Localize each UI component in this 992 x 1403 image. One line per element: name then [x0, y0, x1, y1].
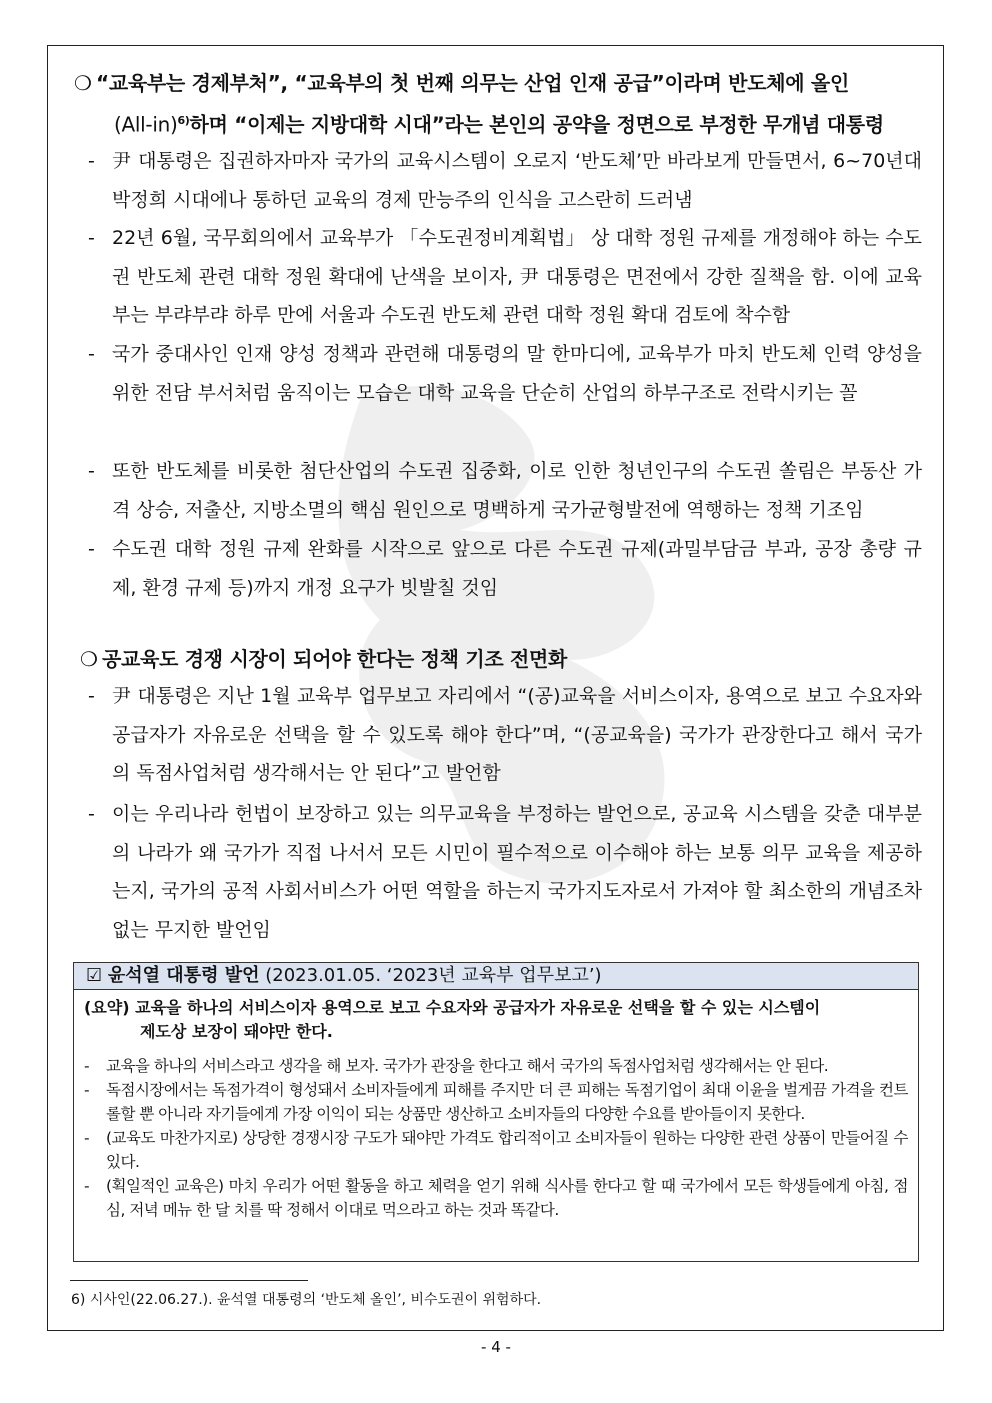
list-item: - 수도권 대학 정원 규제 완화를 시작으로 앞으로 다른 수도권 규제(과밀부담금 부과, 공장 총량 규제, 환경 규제 등)까지 개정 요구가 빗발칠 것임 — [88, 530, 922, 607]
list-item: - 이는 우리나라 헌법이 보장하고 있는 의무교육을 부정하는 발언으로, 공교육 시스템을 갖춘 대부분의 나라가 왜 국가가 직접 나서서 모든 시민이 필수적으로 이수해야 하는 보통 의무 교육을 제공하는지, 국가의 공적 사회서비스가 어떤 역할을 하는지 국가지도자로서 가져야 할 최소한의 개념조차 없는 무지한 발언임 — [88, 795, 922, 949]
quote-item-2: 독점시장에서는 독점가격이 형성돼서 소비자들에게 피해를 주지만 더 큰 피해는 독점기업이 최대 이윤을 벌게끔 가격을 컨트롤할 뿐 아니라 자기들에게 가장 이익이 되는 상품만 생산하고 소비자들의 다양한 수요를 받아들이지 못한다. — [106, 1081, 908, 1123]
quote-item-1: 교육을 하나의 서비스라고 생각을 해 보자. 국가가 관장을 한다고 해서 국가의 독점사업처럼 생각해서는 안 된다. — [106, 1057, 829, 1075]
section1-bullet-4: 또한 반도체를 비롯한 첨단산업의 수도권 집중화, 이로 인한 청년인구의 수도권 쏠림은 부동산 가격 상승, 저출산, 지방소멸의 핵심 원인으로 명백하게 국가균형발전에 역행하는 정책 기조임 — [112, 460, 922, 521]
list-item: - 尹 대통령은 지난 1월 교육부 업무보고 자리에서 “(공)교육을 서비스이자, 용역으로 보고 수요자와 공급자가 자유로운 선택을 할 수 있도록 해야 한다”며, “(공교육을) 국가가 관장한다고 해서 국가의 독점사업처럼 생각해서는 안 된다”고 발언함 — [88, 677, 922, 793]
footnote-ref: 6) — [177, 114, 190, 127]
section2-heading — [80, 640, 922, 678]
footnote-divider — [70, 1280, 308, 1281]
summary-line2: 제도상 보장이 돼야만 한다. — [140, 1022, 333, 1041]
quote-item-4: (획일적인 교육은) 마치 우리가 어떤 활동을 하고 체력을 얻기 위해 식사를 한다고 할 때 국가에서 모든 학생들에게 아침, 점심, 저녁 메뉴 한 달 치를 딱 정해서 이대로 먹으라고 하는 것과 똑같다. — [106, 1177, 908, 1219]
quote-box — [73, 962, 919, 1262]
section1-bullet-2: 22년 6월, 국무회의에서 교육부가 「수도권정비계획법」 상 대학 정원 규제를 개정해야 하는 수도권 반도체 관련 대학 정원 확대에 난색을 보이자, 尹 대통령은 면전에서 강한 질책을 함. 이에 교육부는 부랴부랴 하루 만에 서울과 수도권 반도체 관련 대학 정원 확대 검토에 착수함 — [112, 227, 922, 326]
summary-label: (요약) — [84, 998, 130, 1017]
section2-bullet-1: 尹 대통령은 지난 1월 교육부 업무보고 자리에서 “(공)교육을 서비스이자, 용역으로 보고 수요자와 공급자가 자유로운 선택을 할 수 있도록 해야 한다”며, “(공교육을) 국가가 관장한다고 해서 국가의 독점사업처럼 생각해서는 안 된다”고 발언함 — [112, 685, 922, 784]
list-item: - 또한 반도체를 비롯한 첨단산업의 수도권 집중화, 이로 인한 청년인구의 수도권 쏠림은 부동산 가격 상승, 저출산, 지방소멸의 핵심 원인으로 명백하게 국가균형발전에 역행하는 정책 기조임 — [88, 452, 922, 529]
quote-title: 윤석열 대통령 발언 — [107, 965, 260, 986]
page-number: - 4 - — [481, 1338, 511, 1356]
section2-bullet-2: 이는 우리나라 헌법이 보장하고 있는 의무교육을 부정하는 발언으로, 공교육 시스템을 갖춘 대부분의 나라가 왜 국가가 직접 나서서 모든 시민이 필수적으로 이수해야 하는 보통 의무 교육을 제공하는지, 국가의 공적 사회서비스가 어떤 역할을 하는지 국가지도자로서 가져야 할 최소한의 개념조차 없는 무지한 발언임 — [112, 803, 922, 941]
section1-heading-line1: “교육부는 경제부처”, “교육부의 첫 번째 의무는 산업 인재 공급”이라며 반도체에 올인 — [96, 71, 849, 95]
checkbox-icon: ☑ — [86, 965, 103, 986]
section1-bullet-5: 수도권 대학 정원 규제 완화를 시작으로 앞으로 다른 수도권 규제(과밀부담금 부과, 공장 총량 규제, 환경 규제 등)까지 개정 요구가 빗발칠 것임 — [112, 538, 922, 599]
list-item: - (교육도 마찬가지로) 상당한 경쟁시장 구도가 돼야만 가격도 합리적이고 소비자들이 원하는 다양한 관련 상품이 만들어질 수 있다. — [84, 1126, 908, 1174]
list-item: - 22년 6월, 국무회의에서 교육부가 「수도권정비계획법」 상 대학 정원 규제를 개정해야 하는 수도권 반도체 관련 대학 정원 확대에 난색을 보이자, 尹 대통령은 면전에서 강한 질책을 함. 이에 교육부는 부랴부랴 하루 만에 서울과 수도권 반도체 관련 대학 정원 확대 검토에 착수함 — [88, 219, 922, 335]
hollow-circle-bullet-icon: ❍ — [74, 71, 92, 95]
list-item: - 교육을 하나의 서비스라고 생각을 해 보자. 국가가 관장을 한다고 해서 국가의 독점사업처럼 생각해서는 안 된다. — [84, 1054, 908, 1078]
list-item: - 독점시장에서는 독점가격이 형성돼서 소비자들에게 피해를 주지만 더 큰 피해는 독점기업이 최대 이윤을 벌게끔 가격을 컨트롤할 뿐 아니라 자기들에게 가장 이익이 되는 상품만 생산하고 소비자들의 다양한 수요를 받아들이지 못한다. — [84, 1078, 908, 1126]
summary-line1: 교육을 하나의 서비스이자 용역으로 보고 수요자와 공급자가 자유로운 선택을 할 수 있는 시스템이 — [129, 998, 821, 1017]
list-item: - 국가 중대사인 인재 양성 정책과 관련해 대통령의 말 한마디에, 교육부가 마치 반도체 인력 양성을 위한 전담 부서처럼 움직이는 모습은 대학 교육을 단순히 산업의 하부구조로 전락시키는 꼴 — [88, 335, 922, 412]
quote-title-date: (2023.01.05. ‘2023년 교육부 업무보고’) — [259, 965, 602, 986]
section1-bullet-3: 국가 중대사인 인재 양성 정책과 관련해 대통령의 말 한마디에, 교육부가 마치 반도체 인력 양성을 위한 전담 부서처럼 움직이는 모습은 대학 교육을 단순히 산업의 하부구조로 전락시키는 꼴 — [112, 343, 922, 404]
section2-heading-text: 공교육도 경쟁 시장이 되어야 한다는 정책 기조 전면화 — [102, 647, 568, 671]
quote-box-header — [74, 963, 918, 990]
section1-bullet-1: 尹 대통령은 집권하자마자 국가의 교육시스템이 오로지 ‘반도체’만 바라보게 만들면서, 6~70년대 박정희 시대에나 통하던 교육의 경제 만능주의 인식을 고스란히 드러냄 — [112, 150, 922, 211]
list-item: - (획일적인 교육은) 마치 우리가 어떤 활동을 하고 체력을 얻기 위해 식사를 한다고 할 때 국가에서 모든 학생들에게 아침, 점심, 저녁 메뉴 한 달 치를 딱 정해서 이대로 먹으라고 하는 것과 똑같다. — [84, 1174, 908, 1222]
quote-summary — [74, 990, 918, 1044]
hollow-circle-bullet-icon: ❍ — [80, 647, 98, 671]
quote-list — [74, 1044, 918, 1222]
footnote: 6) 시사인(22.06.27.). 윤석열 대통령의 ‘반도체 올인’, 비수도권이 위험하다. — [71, 1292, 542, 1308]
quote-item-3: (교육도 마찬가지로) 상당한 경쟁시장 구도가 돼야만 가격도 합리적이고 소비자들이 원하는 다양한 관련 상품이 만들어질 수 있다. — [106, 1129, 908, 1171]
section1-heading — [74, 64, 922, 144]
list-item: - 尹 대통령은 집권하자마자 국가의 교육시스템이 오로지 ‘반도체’만 바라보게 만들면서, 6~70년대 박정희 시대에나 통하던 교육의 경제 만능주의 인식을 고스란히 드러냄 — [88, 142, 922, 219]
section1-heading-line2: 하며 “이제는 지방대학 시대”라는 본인의 공약을 정면으로 부정한 무개념 대통령 — [189, 112, 884, 137]
section1-heading-allin: (All-in) — [114, 112, 178, 137]
